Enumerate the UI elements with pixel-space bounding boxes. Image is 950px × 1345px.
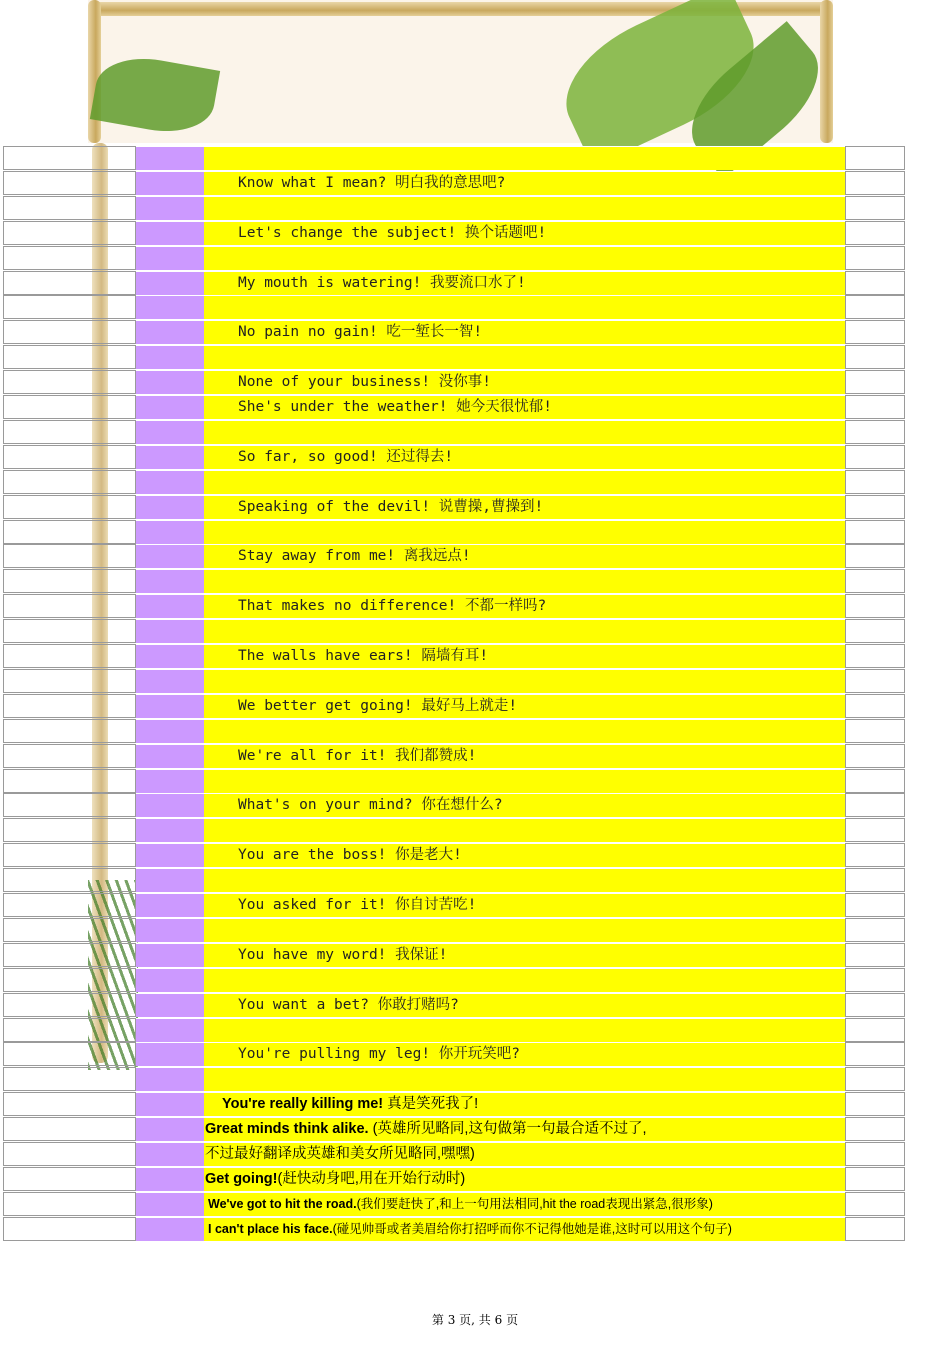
phrase-text: We better get going! 最好马上就走! <box>238 697 518 714</box>
table-cell <box>136 744 204 768</box>
table-cell <box>3 893 136 917</box>
table-row <box>3 669 905 693</box>
phrase-text: No pain no gain! 吃一堑长一智! <box>238 324 483 341</box>
table-cell <box>136 968 204 992</box>
table-cell <box>3 843 136 867</box>
table-cell <box>204 520 845 544</box>
bold-phrase-english: We've got to hit the road. <box>208 1196 357 1211</box>
table-cell <box>3 171 136 195</box>
bold-phrase-chinese: 不过最好翻译成英雄和美女所见略同,嘿嘿) <box>205 1146 475 1162</box>
table-cell <box>136 1167 204 1191</box>
table-cell <box>136 395 204 419</box>
table-cell <box>845 619 905 643</box>
table-row <box>3 719 905 743</box>
table-cell <box>3 1217 136 1241</box>
table-cell <box>136 271 204 295</box>
table-cell <box>845 1167 905 1191</box>
table-cell <box>3 1067 136 1091</box>
table-cell <box>845 818 905 842</box>
table-cell <box>3 619 136 643</box>
table-cell <box>845 1018 905 1042</box>
table-cell <box>845 719 905 743</box>
table-cell <box>3 345 136 369</box>
table-row <box>3 520 905 544</box>
table-cell <box>136 495 204 519</box>
table-cell <box>136 569 204 593</box>
table-cell <box>136 370 204 394</box>
table-cell <box>845 868 905 892</box>
table-cell <box>845 1092 905 1116</box>
table-cell <box>204 146 845 170</box>
phrase-text: Let's change the subject! 换个话题吧! <box>238 224 547 241</box>
table-cell <box>3 370 136 394</box>
table-cell <box>845 644 905 668</box>
table-cell <box>136 544 204 568</box>
table-row <box>3 619 905 643</box>
phrase-text: That makes no difference! 不都一样吗? <box>238 598 547 615</box>
table-cell <box>3 868 136 892</box>
table-cell <box>3 271 136 295</box>
table-cell <box>136 196 204 220</box>
table-cell <box>845 320 905 344</box>
phrase-text: You have my word! 我保证! <box>238 946 448 963</box>
bold-phrase-chinese: (赶快动身吧,用在开始行动时) <box>277 1170 466 1187</box>
table-cell <box>136 594 204 618</box>
phrase-text: We're all for it! 我们都赞成! <box>238 747 477 764</box>
bold-phrase-english: Get going! <box>205 1170 278 1187</box>
bold-phrase-line <box>208 1192 713 1216</box>
table-cell <box>136 943 204 967</box>
table-cell <box>136 295 204 319</box>
table-cell <box>3 993 136 1017</box>
table-cell <box>136 320 204 344</box>
table-cell <box>845 1067 905 1091</box>
table-row <box>3 569 905 593</box>
table-cell <box>3 793 136 817</box>
table-row <box>3 246 905 270</box>
table-cell <box>845 345 905 369</box>
bold-phrase-line <box>205 1167 465 1191</box>
table-cell <box>845 694 905 718</box>
phrase-text: You're pulling my leg! 你开玩笑吧? <box>238 1046 521 1063</box>
table-cell <box>845 1042 905 1066</box>
table-cell <box>204 868 845 892</box>
table-cell <box>3 495 136 519</box>
table-cell <box>845 221 905 245</box>
table-cell <box>136 345 204 369</box>
table-cell <box>3 420 136 444</box>
table-cell <box>136 1142 204 1166</box>
table-cell <box>3 520 136 544</box>
table-cell <box>136 918 204 942</box>
table-cell <box>845 196 905 220</box>
table-cell <box>136 669 204 693</box>
table-cell <box>845 669 905 693</box>
bamboo-right-post <box>820 0 833 143</box>
table-cell <box>845 420 905 444</box>
phrase-text: She's under the weather! 她今天很忧郁! <box>238 399 552 415</box>
table-row <box>3 769 905 793</box>
table-cell <box>3 1117 136 1141</box>
table-cell <box>3 1092 136 1116</box>
table-cell <box>136 1117 204 1141</box>
table-cell <box>204 669 845 693</box>
table-cell <box>845 470 905 494</box>
table-cell <box>136 818 204 842</box>
table-cell <box>3 1167 136 1191</box>
bold-phrase-english: I can't place his face. <box>208 1221 333 1236</box>
table-cell <box>136 993 204 1017</box>
table-cell <box>136 1067 204 1091</box>
table-cell <box>845 793 905 817</box>
table-row <box>3 470 905 494</box>
table-cell <box>3 943 136 967</box>
table-cell <box>136 520 204 544</box>
bold-phrase-chinese: (碰见帅哥或者美眉给你打招呼而你不记得他她是谁,这时可以用这个句子) <box>332 1221 732 1236</box>
table-cell <box>845 370 905 394</box>
table-cell <box>136 619 204 643</box>
table-cell <box>136 769 204 793</box>
table-row <box>3 1067 905 1091</box>
page-footer: 第 3 页, 共 6 页 <box>431 1313 519 1327</box>
table-cell <box>3 594 136 618</box>
bold-phrase-chinese: 真是笑死我了! <box>383 1096 479 1113</box>
bold-phrase-line <box>208 1217 732 1241</box>
table-cell <box>136 420 204 444</box>
table-cell <box>136 246 204 270</box>
table-cell <box>845 594 905 618</box>
table-cell <box>3 694 136 718</box>
table-cell <box>3 818 136 842</box>
table-cell <box>845 744 905 768</box>
phrase-text: The walls have ears! 隔墙有耳! <box>238 648 489 664</box>
table-cell <box>136 793 204 817</box>
table-cell <box>845 395 905 419</box>
table-cell <box>204 1067 845 1091</box>
table-cell <box>845 769 905 793</box>
table-cell <box>204 769 845 793</box>
phrase-text: You want a bet? 你敢打赌吗? <box>238 996 459 1013</box>
table-cell <box>136 1042 204 1066</box>
table-cell <box>3 669 136 693</box>
table-cell <box>136 868 204 892</box>
bold-phrase-chinese: (我们要赶快了,和上一句用法相同,hit the road表现出紧急,很形象) <box>356 1196 713 1211</box>
table-cell <box>136 1018 204 1042</box>
table-cell <box>136 1217 204 1241</box>
table-cell <box>204 968 845 992</box>
table-row <box>3 943 905 967</box>
table-cell <box>136 1092 204 1116</box>
table-cell <box>845 843 905 867</box>
table-cell <box>845 1117 905 1141</box>
table-cell <box>3 1042 136 1066</box>
bold-phrase-chinese: (英雄所见略同,这句做第一句最合适不过了, <box>368 1121 647 1138</box>
table-cell <box>204 818 845 842</box>
table-cell <box>204 918 845 942</box>
table-cell <box>204 295 845 319</box>
table-cell <box>204 196 845 220</box>
table-cell <box>3 744 136 768</box>
table-cell <box>3 146 136 170</box>
table-cell <box>845 146 905 170</box>
table-cell <box>204 619 845 643</box>
table-cell <box>136 843 204 867</box>
table-row <box>3 295 905 319</box>
table-cell <box>136 644 204 668</box>
bold-phrase-line <box>222 1092 478 1116</box>
table-cell <box>3 544 136 568</box>
bamboo-left-post <box>88 0 101 143</box>
table-cell <box>136 694 204 718</box>
table-cell <box>3 395 136 419</box>
table-cell <box>136 1192 204 1216</box>
phrase-text: My mouth is watering! 我要流口水了! <box>238 274 526 291</box>
phrase-text: What's on your mind? 你在想什么? <box>238 797 503 814</box>
table-cell <box>3 1142 136 1166</box>
phrase-text: Speaking of the devil! 说曹操,曹操到! <box>238 498 544 515</box>
table-row <box>3 818 905 842</box>
table-cell <box>204 246 845 270</box>
table-cell <box>136 221 204 245</box>
phrase-text: So far, so good! 还过得去! <box>238 448 454 465</box>
table-cell <box>3 470 136 494</box>
phrase-text: Stay away from me! 离我远点! <box>238 548 471 565</box>
table-cell <box>136 719 204 743</box>
table-cell <box>3 1192 136 1216</box>
phrase-text: None of your business! 没你事! <box>238 374 492 391</box>
table-cell <box>136 445 204 469</box>
table-cell <box>136 470 204 494</box>
table-cell <box>845 246 905 270</box>
table-cell <box>3 320 136 344</box>
table-cell <box>3 221 136 245</box>
table-cell <box>845 943 905 967</box>
phrase-text: You asked for it! 你自讨苦吃! <box>238 897 477 913</box>
table-cell <box>845 520 905 544</box>
table-cell <box>3 968 136 992</box>
phrase-text: Know what I mean? 明白我的意思吧? <box>238 174 506 191</box>
table-cell <box>845 544 905 568</box>
table-cell <box>3 295 136 319</box>
table-cell <box>845 918 905 942</box>
table-cell <box>845 295 905 319</box>
table-cell <box>845 271 905 295</box>
table-cell <box>204 1018 845 1042</box>
table-cell <box>3 569 136 593</box>
table-row <box>3 146 905 170</box>
table-cell <box>3 246 136 270</box>
table-cell <box>204 569 845 593</box>
table-row <box>3 196 905 220</box>
table-cell <box>845 1217 905 1241</box>
table-cell <box>845 171 905 195</box>
table-cell <box>136 171 204 195</box>
table-cell <box>136 893 204 917</box>
table-cell <box>204 420 845 444</box>
table-cell <box>3 196 136 220</box>
table-cell <box>845 1192 905 1216</box>
bold-phrase-line <box>205 1142 475 1166</box>
table-cell <box>3 445 136 469</box>
table-row <box>3 445 905 469</box>
table-cell <box>845 893 905 917</box>
table-cell <box>845 1142 905 1166</box>
table-cell <box>136 146 204 170</box>
table-cell <box>204 470 845 494</box>
table-cell <box>3 1018 136 1042</box>
bold-phrase-english: You're really killing me! <box>222 1096 384 1113</box>
table-cell <box>845 968 905 992</box>
table-row <box>3 345 905 369</box>
table-cell <box>3 644 136 668</box>
table-cell <box>3 918 136 942</box>
table-cell <box>845 495 905 519</box>
table-row <box>3 1018 905 1042</box>
bold-phrase-line <box>205 1117 647 1141</box>
table-cell <box>845 445 905 469</box>
table-cell <box>845 569 905 593</box>
table-row <box>3 420 905 444</box>
table-cell <box>3 719 136 743</box>
table-row <box>3 918 905 942</box>
table-cell <box>3 769 136 793</box>
table-cell <box>204 719 845 743</box>
phrase-text: You are the boss! 你是老大! <box>238 847 462 864</box>
table-cell <box>204 345 845 369</box>
table-row <box>3 968 905 992</box>
bold-phrase-english: Great minds think alike. <box>205 1121 369 1138</box>
table-cell <box>845 993 905 1017</box>
table-row <box>3 868 905 892</box>
